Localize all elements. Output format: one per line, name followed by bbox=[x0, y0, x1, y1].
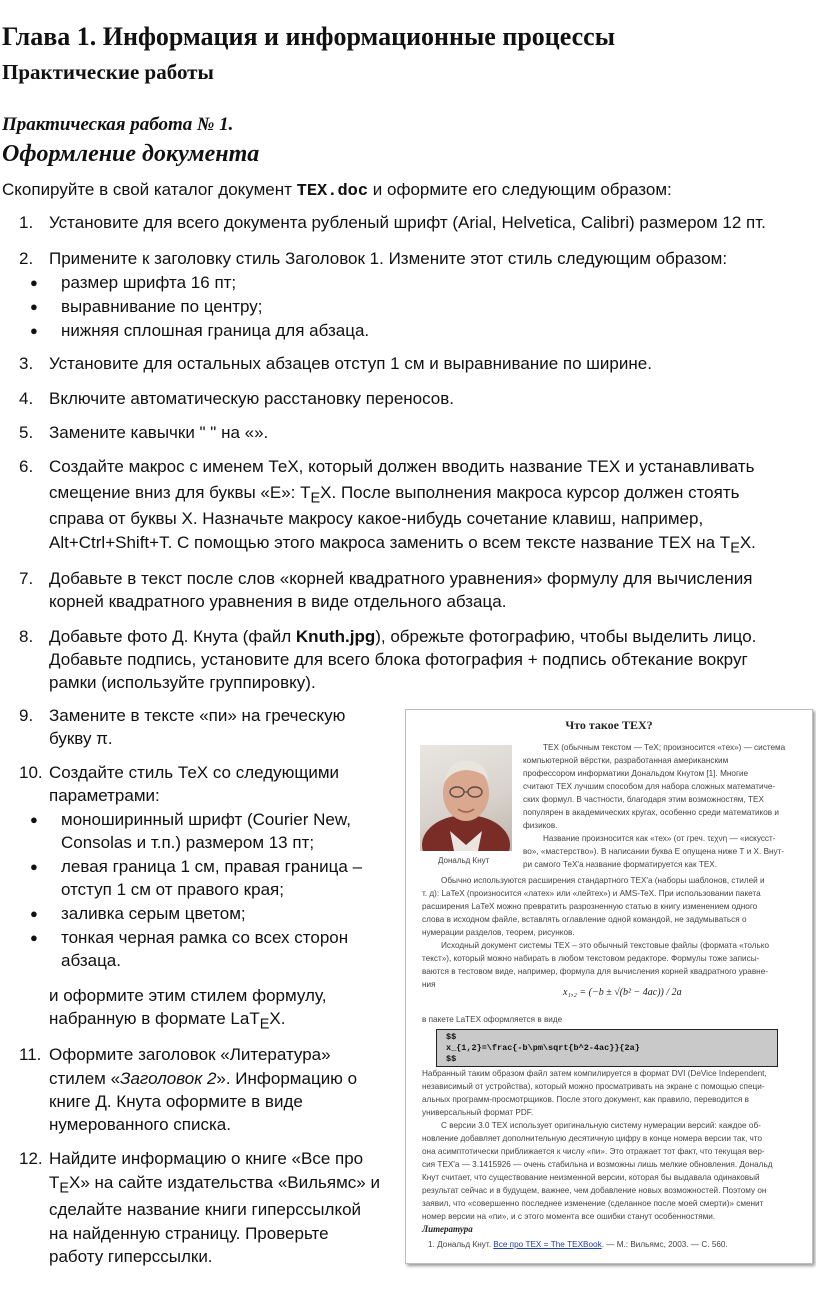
item-text: Замените кавычки " " на «». bbox=[49, 423, 269, 442]
bullet-icon: ● bbox=[30, 859, 38, 874]
item-number: 7. bbox=[19, 569, 34, 588]
bullet-text: тонкая черная рамка со всех сторон bbox=[61, 928, 349, 947]
tex-part: Alt+Ctrl+Shift+T. С помощью этого макроса заменить о всем тексте название ТЕХ на Т bbox=[49, 533, 731, 552]
item-number: 5. bbox=[19, 423, 34, 442]
text-part: ». Информацию о bbox=[216, 1069, 358, 1088]
preview-line: ния bbox=[422, 980, 436, 989]
literature-entry bbox=[428, 1240, 728, 1251]
literature-heading: Литература bbox=[422, 1224, 473, 1234]
item-text: книге Д. Кнута оформите в виде bbox=[49, 1092, 303, 1111]
code-line: x_{1,2}=\frac{-b\pm\sqrt{b^2-4ac}}{2a} bbox=[446, 1043, 640, 1053]
item-text bbox=[49, 625, 756, 649]
item-text: справа от буквы Х. Назначьте макросу какое-нибудь сочетание клавиш, например, bbox=[49, 509, 704, 528]
preview-line: ТЕХ (обычным текстом — ТеХ; произносится «тех») — система bbox=[543, 743, 786, 752]
item-text: сделайте название книги гиперссылкой bbox=[49, 1200, 362, 1219]
bullet-text: левая граница 1 см, правая граница – bbox=[61, 857, 363, 876]
latex-code-block bbox=[436, 1029, 778, 1067]
item-text: работу гиперссылки. bbox=[49, 1247, 213, 1266]
preview-line: ских формул. В частности, благодаря этим возможностям, ТЕХ bbox=[523, 795, 764, 804]
code-line: $$ bbox=[446, 1054, 457, 1064]
preview-line: С версии 3.0 ТЕХ использует оригинальную систему нумерации версий: каждое об- bbox=[441, 1121, 761, 1130]
item-number: 3. bbox=[19, 354, 34, 373]
preview-line: независимый от устройства), который можно просматривать на экране с помощью специ- bbox=[422, 1082, 765, 1091]
item-text: Найдите информацию о книге «Все про bbox=[49, 1149, 364, 1168]
tex-lowered-e: Е bbox=[730, 540, 740, 557]
item-text: Установите для остальных абзацев отступ 1 см и выравнивание по ширине. bbox=[49, 354, 652, 373]
text-part: ), обрежьте фотографию, чтобы выделить лицо. bbox=[375, 627, 757, 646]
item-text bbox=[49, 1007, 285, 1037]
item-text: Добавьте в текст после слов «корней квадратного уравнения» формулу для вычисления bbox=[49, 569, 753, 588]
bullet-text: размер шрифта 16 пт; bbox=[61, 273, 237, 292]
preview-line: во», «мастерство»). В написании буква Е опущена ниже Т и Х. Внут- bbox=[523, 847, 785, 856]
intro-paragraph bbox=[2, 180, 672, 201]
text-part: стилем « bbox=[49, 1069, 121, 1088]
item-text: корней квадратного уравнения в виде отдельного абзаца. bbox=[49, 592, 507, 611]
text-part: Х» на сайте издательства «Вильямс» и bbox=[69, 1173, 380, 1192]
item-text bbox=[49, 531, 756, 561]
knuth-photo bbox=[420, 745, 512, 851]
preview-line: популярен в академических кругах, особенно среди математиков и bbox=[523, 808, 779, 817]
preview-line: Набранный таким образом файл затем компилируется в формат DVI (DeVice Independent, bbox=[422, 1069, 767, 1078]
bullet-icon: ● bbox=[30, 930, 38, 945]
bullet-text: Consolas и т.п.) размером 13 пт; bbox=[61, 833, 315, 852]
work-number: Практическая работа № 1. bbox=[2, 114, 234, 135]
style-name: Заголовок 2 bbox=[120, 1069, 217, 1088]
preview-line: ри самого ТеХ'а название форматируется как ТЕХ. bbox=[523, 860, 718, 869]
preview-line: Название произносится как «тех» (от греч. τεχνη — «искусст- bbox=[543, 834, 776, 843]
intro-text-end: и оформите его следующим образом: bbox=[368, 180, 672, 199]
preview-line: универсальный формат PDF. bbox=[422, 1108, 534, 1117]
bullet-text: нижняя сплошная граница для абзаца. bbox=[61, 321, 370, 340]
item-number: 4. bbox=[19, 389, 34, 408]
quadratic-formula: x₁,₂ = (−b ± √(b² − 4ac)) / 2a bbox=[563, 987, 682, 998]
item-text: Создайте стиль ТеХ со следующими bbox=[49, 763, 340, 782]
preview-line: альных программ-просмотрщиков. После этого документ, как правило, переводится в bbox=[422, 1095, 749, 1104]
preview-line: Обычно используются расширения стандартного ТЕХ'а (наборы шаблонов, стилей и bbox=[441, 876, 765, 885]
file-name: TEX.doc bbox=[296, 182, 369, 201]
bullet-icon: ● bbox=[30, 299, 38, 314]
item-number: 1. bbox=[19, 213, 34, 232]
lit-rest: . — М.: Вильямс, 2003. — С. 560. bbox=[601, 1240, 728, 1249]
preview-line: Исходный документ системы ТЕХ – это обычный текстовые файлы (формата «только bbox=[441, 941, 770, 950]
item-number: 10. bbox=[19, 763, 43, 782]
portrait-image bbox=[420, 745, 512, 851]
item-text: рамки (используйте группировку). bbox=[49, 673, 316, 692]
tex-part: Х. После выполнения макроса курсор должен стоять bbox=[320, 483, 740, 502]
item-text: параметрами: bbox=[49, 786, 160, 805]
preview-line: нумерации разделов, теорем, рисунков. bbox=[422, 928, 575, 937]
item-text: Установите для всего документа рубленый шрифт (Arial, Helvetica, Calibri) размером 12 пт. bbox=[49, 213, 766, 232]
bullet-text: заливка серым цветом; bbox=[61, 904, 246, 923]
text-part: Добавьте фото Д. Кнута (файл bbox=[49, 627, 296, 646]
item-number: 9. bbox=[19, 706, 34, 725]
bullet-text: абзаца. bbox=[61, 951, 121, 970]
item-text bbox=[49, 1171, 380, 1201]
preview-line: текст»), который можно набирать в любом текстовом редакторе. Формулы тоже записы- bbox=[422, 954, 760, 963]
preview-title: Что такое ТЕХ? bbox=[565, 718, 653, 732]
chapter-heading: Глава 1. Информация и информационные процессы bbox=[2, 22, 616, 51]
tex-part: Х. bbox=[739, 533, 756, 552]
preview-line: заявил, что «совершенно последнее изменение (сделанное после моей смерти)» сменит bbox=[422, 1199, 764, 1208]
preview-line: профессором информатики Дональдом Кнутом [1]. Многие bbox=[523, 769, 749, 778]
preview-line: т. д): LaTeX (произносится «латех» или «лейтех») и AMS-TeX. При использовании пакета bbox=[422, 889, 761, 898]
section-heading: Практические работы bbox=[2, 60, 214, 84]
preview-line: новление добавляет дополнительную десятичную цифру в конце номера версии так, что bbox=[422, 1134, 763, 1143]
tex-lowered-e: E bbox=[259, 1016, 270, 1033]
item-text: Создайте макрос с именем ТеХ, который должен вводить название ТЕХ и устанавливать bbox=[49, 457, 755, 476]
item-text bbox=[49, 1067, 357, 1091]
text-part: X. bbox=[269, 1009, 286, 1028]
preview-line: считают ТЕХ лучшим способом для набора сложных математиче- bbox=[523, 782, 776, 791]
text-part: набранную в формате LaT bbox=[49, 1009, 260, 1028]
tex-part: смещение вниз для буквы «Е»: Т bbox=[49, 483, 311, 502]
item-text: Оформите заголовок «Литература» bbox=[49, 1045, 331, 1064]
item-text: и оформите этим стилем формулу, bbox=[49, 986, 327, 1005]
file-name: Knuth.jpg bbox=[295, 627, 376, 646]
tex-lowered-e: Е bbox=[310, 490, 321, 507]
item-text: на найденную страницу. Проверьте bbox=[49, 1224, 329, 1243]
bullet-text: моноширинный шрифт (Courier New, bbox=[61, 810, 351, 829]
item-number: 12. bbox=[19, 1149, 43, 1168]
item-text: Включите автоматическую расстановку переносов. bbox=[49, 389, 455, 408]
preview-line: она асимптотически приближается к числу «пи». Это отражает тот факт, что текущая вер- bbox=[422, 1147, 765, 1156]
preview-line: физиков. bbox=[523, 821, 558, 830]
photo-caption: Дональд Кнут bbox=[438, 856, 490, 865]
item-text: букву π. bbox=[49, 729, 113, 748]
item-number: 8. bbox=[19, 627, 34, 646]
preview-line: расширения LaTeX можно превратить разрозненную статью в книгу изменением одного bbox=[422, 902, 758, 911]
preview-line: результат сейчас и в будущем, важнее, чем добавление новых возможностей. Поэтому он bbox=[422, 1186, 767, 1195]
bullet-icon: ● bbox=[30, 275, 38, 290]
book-link[interactable]: Все про ТЕХ = The ТЕХBook bbox=[493, 1240, 602, 1249]
work-title: Оформление документа bbox=[2, 141, 260, 167]
text-part: Т bbox=[49, 1173, 60, 1192]
code-line: $$ bbox=[446, 1032, 457, 1042]
item-text: Добавьте подпись, установите для всего блока фотография + подпись обтекание вокруг bbox=[49, 650, 748, 669]
item-number: 2. bbox=[19, 249, 34, 268]
preview-line: в пакете LaTЕХ оформляется в виде bbox=[422, 1015, 563, 1024]
preview-line: номер версии на «пи», и с этого момента все ошибки станут особенностями. bbox=[422, 1212, 716, 1221]
item-text: нумерованного списка. bbox=[49, 1115, 231, 1134]
preview-line: компьютерной вёрстки, разработанная американским bbox=[523, 756, 729, 765]
bullet-icon: ● bbox=[30, 906, 38, 921]
bullet-text: отступ 1 см от правого края; bbox=[61, 880, 284, 899]
item-number: 11. bbox=[19, 1045, 42, 1064]
preview-line: слова в исходном файле, вставлять оглавление одной командой, не задумываться о bbox=[422, 915, 747, 924]
preview-line: ваются в тестовом виде, например, формула для вычисления корней квадратного уравне- bbox=[422, 967, 768, 976]
item-text: Примените к заголовку стиль Заголовок 1. Измените этот стиль следующим образом: bbox=[49, 249, 728, 268]
intro-text: Скопируйте в свой каталог документ bbox=[2, 180, 297, 199]
lit-num: 1. bbox=[428, 1240, 435, 1249]
document-preview bbox=[405, 709, 813, 1264]
preview-line: сия ТЕХ'а — 3.1415926 — очень стабильна и возможны лишь мелкие обновления. Дональд bbox=[422, 1160, 773, 1169]
lit-author: Дональд Кнут. bbox=[437, 1240, 494, 1249]
bullet-icon: ● bbox=[30, 812, 38, 827]
item-text: Замените в тексте «пи» на греческую bbox=[49, 706, 346, 725]
bullet-text: выравнивание по центру; bbox=[61, 297, 263, 316]
item-number: 6. bbox=[19, 457, 34, 476]
preview-line: Кнут считает, что существование неизменной версии, которая бы выдавала одинаковый bbox=[422, 1173, 760, 1182]
bullet-icon: ● bbox=[30, 323, 38, 338]
tex-lowered-e: Е bbox=[59, 1180, 70, 1197]
